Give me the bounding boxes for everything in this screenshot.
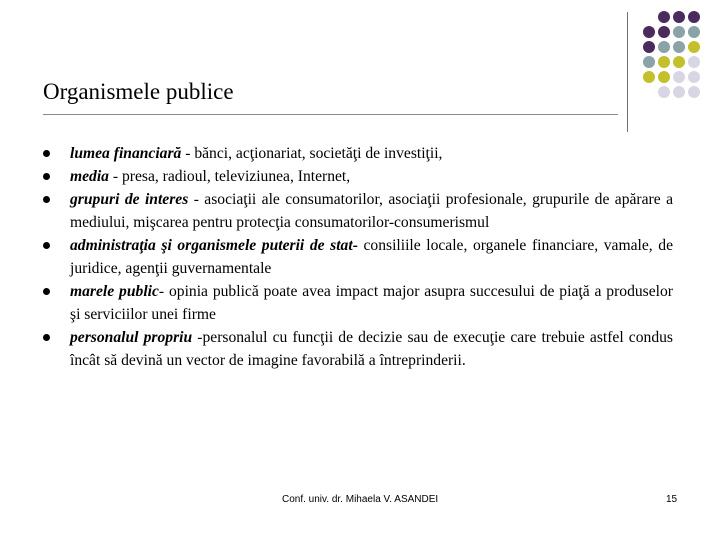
decorative-dot xyxy=(658,86,670,98)
bullet-list xyxy=(43,142,673,372)
bullet-text: - presa, radioul, televiziunea, Internet, xyxy=(108,168,351,185)
decorative-dot xyxy=(688,11,700,23)
bullet-text: - opinia publică poate avea impact major asupra succesului de piaţă a produselor şi serviciilor unei firme xyxy=(70,283,673,323)
bullet-term: administraţia şi organismele puterii de stat- xyxy=(70,237,358,254)
decorative-dot xyxy=(658,41,670,53)
decorative-dot xyxy=(673,26,685,38)
decorative-dot xyxy=(673,86,685,98)
bullet-term: media xyxy=(70,168,109,185)
decorative-dot-grid xyxy=(641,11,711,121)
decorative-dot xyxy=(643,26,655,38)
title-underline xyxy=(43,114,618,115)
decorative-dot xyxy=(643,71,655,83)
decorative-dot xyxy=(658,56,670,68)
decorative-dot xyxy=(673,71,685,83)
slide-title: Organismele publice xyxy=(43,79,234,104)
decorative-dot xyxy=(643,41,655,53)
bullet-item-state-administration xyxy=(43,234,673,280)
bullet-item-own-staff xyxy=(43,326,673,372)
bullet-term: lumea financiară xyxy=(70,145,182,162)
bullet-term: marele public xyxy=(70,283,159,300)
bullet-item-general-public xyxy=(43,280,673,326)
page-number: 15 xyxy=(666,494,678,505)
decorative-dot xyxy=(673,56,685,68)
bullet-text: - bănci, acţionariat, societăţi de investiţii, xyxy=(181,145,443,162)
bullet-term: grupuri de interes xyxy=(70,191,189,208)
bullet-text: consiliile locale, organele financiare, vamale, de juridice, agenţii guvernamentale xyxy=(70,237,673,277)
decorative-dot xyxy=(688,71,700,83)
decorative-dot xyxy=(658,11,670,23)
decorative-dot xyxy=(688,56,700,68)
decorative-dot xyxy=(658,71,670,83)
decorative-dot xyxy=(673,41,685,53)
decorative-dot xyxy=(673,11,685,23)
bullet-text: -personalul cu funcţii de decizie sau de execuţie care trebuie astfel condus încât să devină un vector de imagine favorabilă a întreprinderii. xyxy=(70,329,673,369)
decorative-dot xyxy=(688,26,700,38)
decorative-vertical-line xyxy=(627,12,628,132)
decorative-dot xyxy=(643,56,655,68)
bullet-item-interest-groups xyxy=(43,188,673,234)
bullet-item-financial-world xyxy=(43,142,673,165)
decorative-dot xyxy=(688,41,700,53)
bullet-item-media xyxy=(43,165,673,188)
decorative-dot xyxy=(658,26,670,38)
bullet-term: personalul propriu xyxy=(70,329,193,346)
bullet-text: - asociaţii ale consumatorilor, asociaţii profesionale, grupurile de apărare a mediului, mişcarea pentru protecţia consumatorilor-consumerismul xyxy=(70,191,673,231)
footer-author: Conf. univ. dr. Mihaela V. ASANDEI xyxy=(282,494,439,505)
decorative-dot xyxy=(688,86,700,98)
